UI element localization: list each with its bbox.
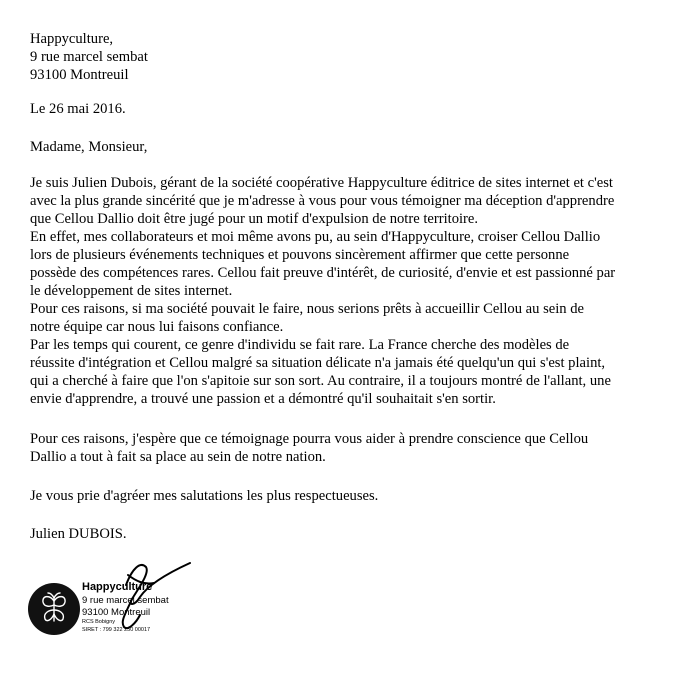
- paragraph-line: Pour ces raisons, j'espère que ce témoignage pourra vous aider à prendre conscience que Cellou: [30, 431, 589, 447]
- paragraph-line: Pour ces raisons, si ma société pouvait le faire, nous serions prêts à accueillir Cellou au sein de: [30, 301, 584, 317]
- stamp-street: 9 rue marcel sembat: [82, 595, 169, 606]
- sender-company: Happyculture,: [30, 31, 114, 47]
- paragraph-line: que Cellou Dallio doit être jugé pour un motif d'expulsion de notre territoire.: [30, 211, 479, 227]
- paragraph-line: possède des compétences rares. Cellou fait preuve d'intérêt, de curiosité, d'envie et est passionné par: [30, 265, 616, 281]
- sender-street: 9 rue marcel sembat: [30, 49, 148, 65]
- letter-date: Le 26 mai 2016.: [30, 101, 126, 117]
- paragraph-line: réussite d'intégration et Cellou malgré sa situation délicate n'a jamais été quelqu'un qui s'est plaint,: [30, 355, 606, 371]
- paragraph-line: Par les temps qui courent, ce genre d'individu se fait rare. La France cherche des modèles de: [30, 337, 570, 353]
- stamp-rcs: RCS Bobigny: [82, 619, 116, 625]
- handwritten-signature: [68, 555, 198, 645]
- paragraph-line: qui a cherché à faire que l'on s'apitoie sur son sort. Au contraire, il a toujours montré de l'allant, une: [30, 373, 611, 389]
- stamp-city: 93100 Montreuil: [82, 607, 151, 618]
- sender-city: 93100 Montreuil: [30, 67, 129, 83]
- paragraph-line: En effet, mes collaborateurs et moi même avons pu, au sein d'Happyculture, croiser Cellou Dallio: [30, 229, 601, 245]
- paragraph-line: le développement de sites internet.: [30, 283, 233, 299]
- salutation: Madame, Monsieur,: [30, 139, 148, 155]
- stamp-company-name: Happyculture: [82, 581, 153, 593]
- paragraph-line: envie d'apprendre, a trouvé une passion et a démontré qu'il souhaitait s'en sortir.: [30, 391, 496, 407]
- signatory-name: Julien DUBOIS.: [30, 526, 127, 542]
- company-stamp: [28, 555, 198, 650]
- paragraph-line: avec la plus grande sincérité que je m'adresse à vous pour vous témoigner ma déception d'apprendre: [30, 193, 615, 209]
- paragraph-line: notre équipe car nous lui faisons confiance.: [30, 319, 284, 335]
- paragraph-line: lors de plusieurs événements techniques et pouvons sincèrement affirmer que cette personne: [30, 247, 570, 263]
- stamp-siret: SIRET : 799 322 250 00017: [82, 627, 151, 633]
- paragraph-line: Dallio a tout à fait sa place au sein de notre nation.: [30, 449, 326, 465]
- closing-line: Je vous prie d'agréer mes salutations les plus respectueuses.: [30, 488, 379, 504]
- paragraph-line: Je suis Julien Dubois, gérant de la société coopérative Happyculture éditrice de sites internet et c'est: [30, 175, 613, 191]
